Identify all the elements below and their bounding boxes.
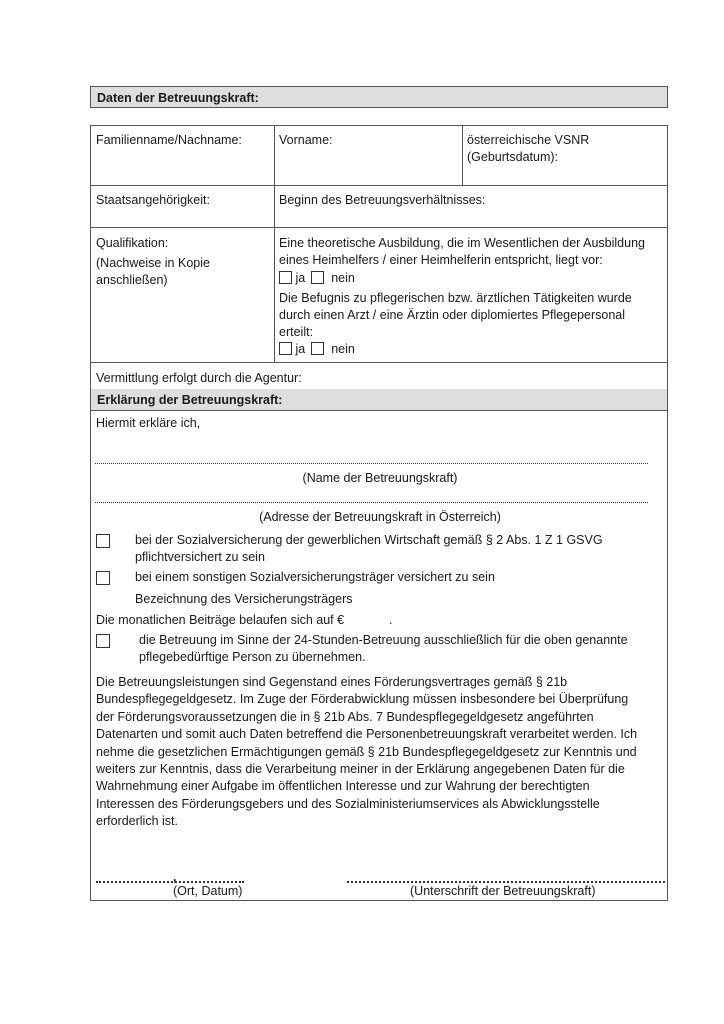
vsnr-field[interactable] — [462, 128, 667, 170]
training-yes-checkbox[interactable] — [279, 271, 292, 284]
qualification-label: Qualifikation: — [96, 236, 169, 250]
yes-label: ja — [295, 271, 306, 285]
personal-data-table — [90, 125, 668, 390]
firstname-field[interactable] — [274, 128, 462, 153]
no-label: nein — [331, 271, 355, 285]
gsvg-insured-option — [135, 532, 603, 566]
paragraph-line: Datenarten und somit auch Daten betreffend die Personenbetreuungskraft verarbeitet werden. Ich — [96, 727, 638, 742]
name-caption: (Name der Betreuungskraft) — [302, 471, 458, 485]
start-date-label: Beginn des Betreuungsverhältnisses: — [279, 193, 486, 207]
paragraph-line: Die Betreuungsleistungen sind Gegenstand eines Förderungsvertrages gemäß § 21b — [96, 675, 568, 689]
qualification-note-cont: anschließen) — [96, 273, 168, 287]
contribution-label: Die monatlichen Beiträge belaufen sich auf € — [96, 613, 345, 627]
paragraph-line: Wahrnehmung einer Aufgabe im öffentlichen Interesse und zur Wahrung der berechtigten — [96, 779, 590, 794]
place-date-input-line[interactable] — [96, 881, 244, 883]
qualification-note: (Nachweise in Kopie — [96, 256, 210, 270]
surname-field[interactable] — [91, 128, 274, 153]
section-header-personal-data — [90, 86, 668, 108]
care-commitment-text-cont: pflegebedürftige Person zu übernehmen. — [139, 650, 366, 664]
nationality-field[interactable] — [91, 188, 274, 213]
gsvg-insured-text: bei der Sozialversicherung der gewerblichen Wirtschaft gemäß § 2 Abs. 1 Z 1 GSVG — [135, 533, 603, 547]
paragraph-line: Interessen des Förderungsgebers und des Sozialministeriumservices als Abwicklungsstelle — [96, 796, 600, 811]
no-label: nein — [331, 342, 355, 356]
row-divider — [91, 227, 667, 228]
qualification-questions — [274, 231, 667, 362]
paragraph-line: nehme die gesetzlichen Ermächtigungen gemäß § 21b Bundespflegegeldgesetz zur Kenntnis und — [96, 744, 637, 759]
data-protection-paragraph — [96, 674, 666, 831]
qualification-cell — [91, 231, 274, 293]
agency-field[interactable] — [91, 366, 667, 391]
authorization-no-checkbox[interactable] — [311, 342, 324, 355]
other-insurer-checkbox[interactable] — [96, 571, 110, 585]
vsnr-label: österreichische VSNR — [467, 133, 590, 147]
declaration-box — [90, 410, 668, 901]
gsvg-insured-text-cont: pflichtversichert zu sein — [135, 550, 265, 564]
declaration-intro: Hiermit erkläre ich, — [96, 416, 201, 430]
firstname-label: Vorname: — [279, 133, 333, 147]
training-question: Eine theoretische Ausbildung, die im Wesentlichen der Ausbildung — [279, 236, 645, 250]
training-answer — [279, 270, 662, 287]
address-caption: (Adresse der Betreuungskraft in Österreich) — [259, 510, 501, 524]
training-question-cont: eines Heimhelfers / einer Heimhelferin entspricht, liegt vor: — [279, 253, 603, 267]
other-insurer-text: bei einem sonstigen Sozialversicherungsträger versichert zu sein — [135, 570, 495, 584]
authorization-question-end: erteilt: — [279, 325, 314, 339]
authorization-question-cont: durch einen Arzt / eine Ärztin oder diplomiertes Pflegepersonal — [279, 308, 626, 322]
insurer-name-label: Bezeichnung des Versicherungsträgers — [135, 592, 353, 606]
monthly-contribution — [96, 613, 393, 627]
authorization-question: Die Befugnis zu pflegerischen bzw. ärztlichen Tätigkeiten wurde — [279, 291, 632, 305]
place-date-separator: , — [173, 870, 177, 884]
start-date-field[interactable] — [274, 188, 667, 213]
paragraph-line: Bundespflegegeldgesetz. Im Zuge der Förderabwicklung müssen insbesondere bei Überprüfung — [96, 692, 629, 707]
nationality-label: Staatsangehörigkeit: — [96, 193, 210, 207]
care-commitment-option — [139, 632, 628, 666]
section-header-declaration — [90, 389, 668, 411]
care-commitment-checkbox[interactable] — [96, 634, 110, 648]
training-no-checkbox[interactable] — [311, 271, 324, 284]
surname-label: Familienname/Nachname: — [96, 133, 242, 147]
birthdate-label: (Geburtsdatum): — [467, 150, 559, 164]
agency-label: Vermittlung erfolgt durch die Agentur: — [96, 371, 302, 385]
address-input-line[interactable] — [95, 502, 648, 503]
signature-input-line[interactable] — [347, 881, 665, 883]
section-title: Daten der Betreuungskraft: — [97, 91, 259, 105]
paragraph-line: weiters zur Kenntnis, dass die Verarbeitung meiner in der Erklärung angegebenen Daten für die — [96, 762, 625, 777]
care-commitment-text: die Betreuung im Sinne der 24-Stunden-Betreuung ausschließlich für die oben genannte — [139, 633, 628, 647]
row-divider — [91, 185, 667, 186]
contribution-end: . — [389, 613, 393, 627]
authorization-answer — [279, 341, 662, 358]
name-input-line[interactable] — [95, 463, 648, 464]
gsvg-insured-checkbox[interactable] — [96, 534, 110, 548]
yes-label: ja — [295, 342, 306, 356]
signature-caption: (Unterschrift der Betreuungskraft) — [410, 884, 596, 898]
authorization-yes-checkbox[interactable] — [279, 342, 292, 355]
paragraph-line: erforderlich ist. — [96, 814, 178, 829]
paragraph-line: der Förderungsvoraussetzungen die in § 21b Abs. 7 Bundespflegegeldgesetz angeführten — [96, 709, 594, 724]
section-title: Erklärung der Betreuungskraft: — [97, 393, 283, 407]
place-date-caption: (Ort, Datum) — [173, 884, 243, 898]
row-divider — [91, 362, 667, 363]
